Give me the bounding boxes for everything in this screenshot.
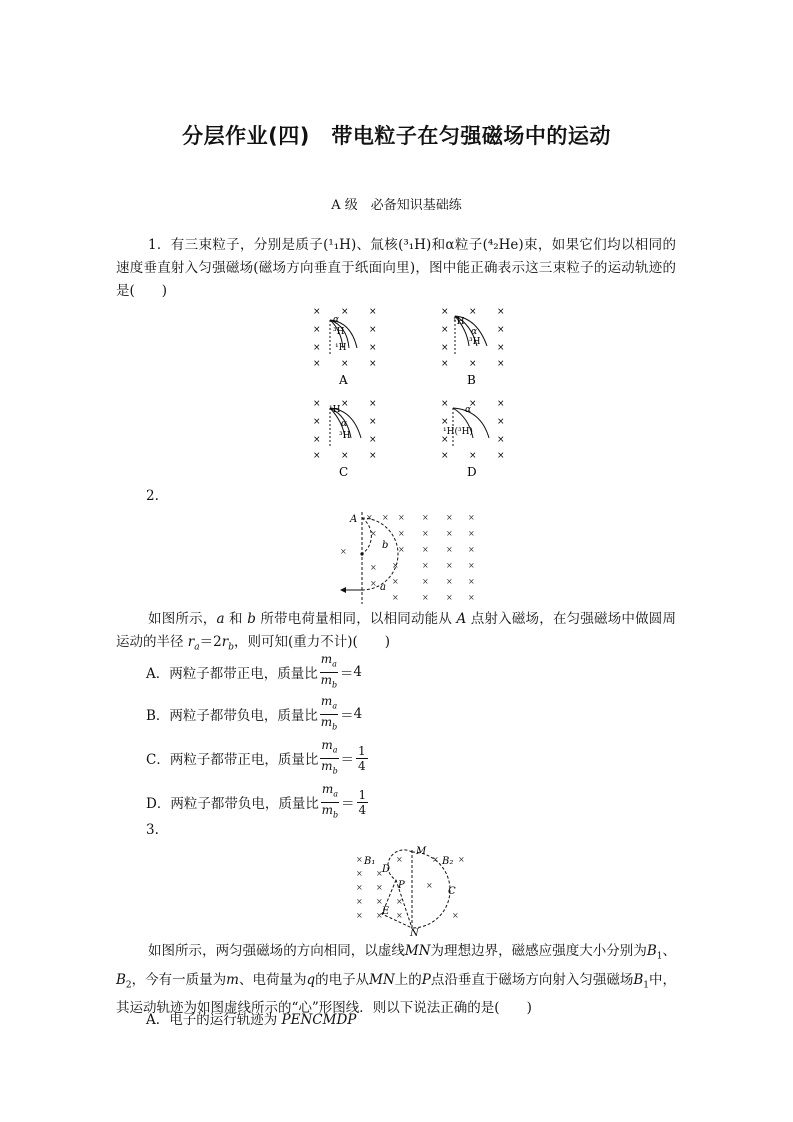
svg-text:×: × bbox=[446, 545, 453, 554]
svg-text:×: × bbox=[376, 897, 383, 906]
svg-text:×: × bbox=[356, 911, 363, 920]
figure-label: D bbox=[467, 465, 477, 479]
svg-text:×: × bbox=[398, 545, 405, 554]
question-1-text: 1．有三束粒子，分别是质子(¹₁H)、氚核(³₁H)和α粒子(⁴₂He)束，如果它们均以相同的速度垂直射入匀强磁场(磁场方向垂直于纸面向里)，图中能正确表示这三束粒子的运动轨迹的是( ) bbox=[116, 237, 676, 299]
track-label: α bbox=[471, 327, 478, 337]
svg-text:×: × bbox=[446, 561, 453, 570]
figure-c bbox=[313, 399, 377, 479]
svg-text:×: × bbox=[370, 563, 377, 572]
svg-text:×: × bbox=[452, 911, 459, 920]
question-3-number: 3. bbox=[146, 822, 159, 838]
point-n-label: N bbox=[410, 928, 419, 936]
svg-text:×: × bbox=[422, 513, 429, 522]
svg-text:×: × bbox=[468, 577, 475, 586]
option-a[interactable]: A．两粒子都带正电，质量比 $\frac{m_a}{m_b}$ ＝ 4 bbox=[146, 652, 363, 689]
track-b-label: b bbox=[382, 540, 389, 551]
track-label: ¹H(³H) bbox=[443, 427, 473, 437]
track-label: ³H bbox=[333, 327, 345, 337]
svg-text:×: × bbox=[458, 855, 465, 864]
figure-a bbox=[313, 307, 377, 387]
track-label: α bbox=[465, 405, 472, 415]
track-label: α bbox=[341, 419, 348, 429]
svg-text:×: × bbox=[426, 881, 433, 890]
svg-text:×: × bbox=[398, 513, 405, 522]
svg-text:×: × bbox=[446, 513, 453, 522]
svg-text:×: × bbox=[382, 513, 389, 522]
svg-text:×: × bbox=[396, 897, 403, 906]
svg-text:×: × bbox=[396, 855, 403, 864]
svg-text:×: × bbox=[468, 593, 475, 602]
page-title: 分层作业(四) 带电粒子在匀强磁场中的运动 bbox=[182, 124, 611, 148]
svg-text:×: × bbox=[422, 577, 429, 586]
b1-label: B₁ bbox=[364, 856, 376, 867]
svg-text:×: × bbox=[468, 545, 475, 554]
figure-label: B bbox=[467, 373, 476, 387]
svg-text:×: × bbox=[392, 593, 399, 602]
svg-text:×: × bbox=[422, 561, 429, 570]
question-3-text: 如图所示，两匀强磁场的方向相同，以虚线MN为理想边界，磁感应强度大小分别为$B_1$、$B_2$，今有一质量为m、电荷量为q的电子从MN上的P点沿垂直于磁场方向射入匀强磁场$B_1$中，其运动轨迹为如图虚线所示的“心”形图线．则以下说法正确的是( ) bbox=[116, 943, 677, 1017]
question-2-number: 2. bbox=[146, 488, 159, 504]
option-d[interactable]: D．两粒子都带负电，质量比 $\frac{m_a}{m_b}$ ＝ 1 4 bbox=[146, 782, 367, 819]
svg-text:×: × bbox=[396, 911, 403, 920]
svg-text:×: × bbox=[468, 561, 475, 570]
question-2-text: 如图所示，a 和 b 所带电荷量相同，以相同动能从 A 点射入磁场，在匀强磁场中做圆周运动的半径 $r_a=2r_b$，则可知(重力不计)( ) bbox=[116, 611, 676, 653]
svg-text:×: × bbox=[392, 577, 399, 586]
point-p-label: P bbox=[398, 880, 405, 891]
svg-text:×: × bbox=[356, 883, 363, 892]
svg-text:×: × bbox=[370, 529, 377, 538]
svg-text:×: × bbox=[376, 911, 383, 920]
figure-b bbox=[441, 307, 505, 387]
svg-text:×: × bbox=[468, 529, 475, 538]
option-b[interactable]: B．两粒子都带负电，质量比 $\frac{m_a}{m_b}$ ＝ 4 bbox=[146, 694, 363, 731]
figure-label: C bbox=[339, 465, 349, 479]
svg-text:×: × bbox=[376, 869, 383, 878]
track-label: ¹H bbox=[453, 317, 465, 327]
svg-text:×: × bbox=[376, 883, 383, 892]
question-3-option-a[interactable]: A．电子的运行轨迹为 PENCMDP bbox=[146, 1012, 357, 1028]
svg-text:×: × bbox=[446, 577, 453, 586]
point-a-label: A bbox=[350, 514, 358, 525]
svg-text:×: × bbox=[422, 529, 429, 538]
svg-text:×: × bbox=[356, 855, 363, 864]
track-label: ¹H bbox=[329, 405, 341, 415]
point-e-label: E bbox=[382, 906, 390, 917]
option-c[interactable]: C．两粒子都带正电，质量比 $\frac{m_a}{m_b}$ ＝ 1 4 bbox=[146, 738, 366, 775]
track-label: α bbox=[333, 315, 340, 325]
question-2-figure bbox=[336, 508, 486, 606]
figure-d bbox=[441, 399, 505, 479]
svg-text:×: × bbox=[432, 855, 439, 864]
point-c-label: C bbox=[448, 886, 456, 897]
svg-text:×: × bbox=[468, 513, 475, 522]
point-d-label: D bbox=[382, 864, 391, 875]
svg-text:×: × bbox=[366, 513, 373, 522]
svg-text:×: × bbox=[446, 593, 453, 602]
svg-text:×: × bbox=[340, 547, 347, 556]
svg-text:×: × bbox=[356, 897, 363, 906]
track-a-label: a bbox=[380, 582, 386, 593]
svg-text:×: × bbox=[446, 529, 453, 538]
svg-text:×: × bbox=[356, 869, 363, 878]
question-1-figures: × × × × × × × × × × α ³H ¹H A ¹H α ³H B ¹H α ³H C α ¹H(³H) D bbox=[305, 302, 535, 480]
figure-label: A bbox=[339, 373, 348, 387]
svg-text:×: × bbox=[422, 545, 429, 554]
track-label: ¹H bbox=[335, 343, 347, 353]
track-label: ³H bbox=[339, 431, 351, 441]
track-label: ³H bbox=[469, 337, 481, 347]
b2-label: B₂ bbox=[442, 856, 454, 867]
svg-text:×: × bbox=[398, 529, 405, 538]
point-m-label: M bbox=[416, 846, 427, 857]
svg-text:×: × bbox=[392, 561, 399, 570]
svg-text:×: × bbox=[370, 579, 377, 588]
svg-text:×: × bbox=[422, 593, 429, 602]
question-3-figure bbox=[352, 842, 472, 936]
section-heading: A 级 必备知识基础练 bbox=[331, 198, 462, 213]
